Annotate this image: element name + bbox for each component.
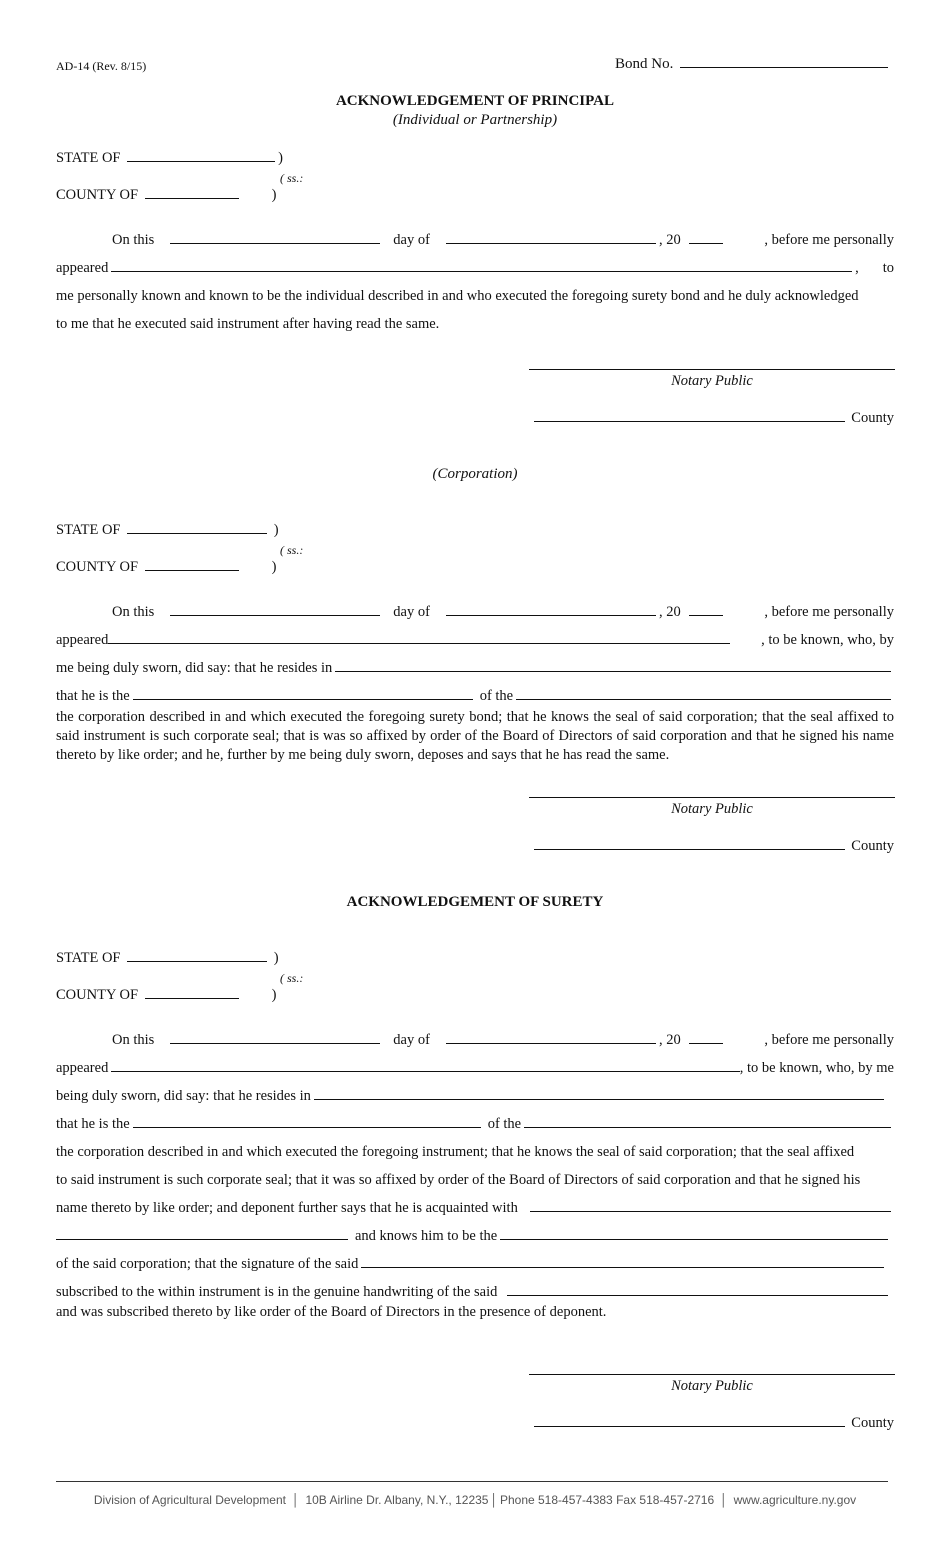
surety-date-row: On this day of , 20 , before me personally	[112, 1032, 894, 1048]
surety-title-row: that he is the of the	[56, 1116, 894, 1133]
corporation-day-field[interactable]	[170, 614, 380, 616]
surety-signature-row: of the said corporation; that the signature of the said	[56, 1256, 894, 1273]
corporation-county-field[interactable]: COUNTY OF )	[56, 559, 277, 575]
principal-month-field[interactable]	[446, 242, 656, 244]
footer-website[interactable]: www.agriculture.ny.gov	[733, 1493, 857, 1507]
surety-title: ACKNOWLEDGEMENT OF SURETY	[346, 894, 604, 910]
surety-corporation-name-field[interactable]	[524, 1126, 891, 1128]
principal-appeared-field[interactable]	[111, 270, 852, 272]
principal-body-line2: to me that he executed said instrument after having read the same.	[56, 316, 440, 332]
principal-ss: ( ss.:	[280, 171, 304, 185]
principal-year-field[interactable]	[689, 242, 723, 244]
footer-phone: Phone 518-457-4383 Fax 518-457-2716	[499, 1493, 715, 1507]
surety-handwriting-field[interactable]	[507, 1294, 888, 1296]
surety-person-field[interactable]	[56, 1238, 348, 1240]
corporation-month-field[interactable]	[446, 614, 656, 616]
surety-county-field[interactable]: COUNTY OF )	[56, 987, 277, 1003]
principal-subtitle: (Individual or Partnership)	[392, 112, 558, 128]
surety-officer-title-field[interactable]	[133, 1126, 481, 1128]
principal-title: ACKNOWLEDGEMENT OF PRINCIPAL	[335, 93, 615, 109]
corporation-county-line[interactable]: County	[534, 838, 894, 855]
footer-rule	[56, 1481, 888, 1482]
surety-signatory-field[interactable]	[361, 1266, 884, 1268]
surety-notary-signature-line[interactable]	[529, 1374, 895, 1376]
surety-state-field[interactable]: STATE OF )	[56, 950, 279, 966]
surety-month-field[interactable]	[446, 1042, 656, 1044]
corporation-ss: ( ss.:	[280, 543, 304, 557]
principal-appeared-row: appeared , to	[56, 260, 894, 276]
surety-year-field[interactable]	[689, 1042, 723, 1044]
principal-county-line[interactable]: County	[534, 410, 894, 427]
corporation-state-field[interactable]: STATE OF )	[56, 522, 279, 538]
surety-body-line2: to said instrument is such corporate seal; that it was so affixed by order of the Board of Directors of said corporation and that he signed his	[56, 1172, 861, 1188]
surety-acquainted-row: name thereto by like order; and deponent further says that he is acquainted with	[56, 1200, 894, 1217]
footer-division: Division of Agricultural Development	[93, 1493, 286, 1507]
corporation-notary-signature-line[interactable]	[529, 797, 895, 799]
surety-appeared-field[interactable]	[111, 1070, 739, 1072]
principal-notary-label: Notary Public	[671, 373, 753, 389]
corporation-name-field[interactable]	[516, 698, 891, 700]
principal-day-field[interactable]	[170, 242, 380, 244]
corporation-residence-field[interactable]	[335, 670, 891, 672]
surety-county-line[interactable]: County	[534, 1415, 894, 1432]
principal-county-field[interactable]: COUNTY OF )	[56, 187, 277, 203]
principal-notary-signature-line[interactable]	[529, 369, 895, 371]
surety-knows-row: and knows him to be the	[56, 1228, 894, 1245]
principal-date-row: On this day of , 20 , before me personally	[112, 232, 894, 248]
principal-body-line1: me personally known and known to be the individual described in and who executed the foregoing surety bond and he duly acknowledged	[56, 288, 859, 304]
bond-number-label: Bond No.	[615, 56, 674, 72]
surety-final-line: and was subscribed thereto by like order of the Board of Directors in the presence of deponent.	[56, 1304, 607, 1320]
surety-acquainted-field[interactable]	[530, 1210, 891, 1212]
bond-number-field[interactable]	[615, 56, 891, 73]
surety-notary-label: Notary Public	[671, 1378, 753, 1394]
surety-appeared-row: appeared , to be known, who, by me	[56, 1060, 894, 1076]
surety-subscribed-row: subscribed to the within instrument is in the genuine handwriting of the said	[56, 1284, 894, 1301]
principal-state-field[interactable]: STATE OF )	[56, 150, 283, 166]
corporation-body: the corporation described in and which executed the foregoing surety bond; that he knows the seal of said corporation; that the seal affixed to said instrument is such corporate seal; that is was so affixed by order of the Board of Directors of said corporation and that he signed his name thereto by like order; and he, further by me being duly sworn, deposes and says that he has read the same.	[56, 709, 894, 763]
footer-address: 10B Airline Dr. Albany, N.Y., 12235	[305, 1493, 489, 1507]
corporation-year-field[interactable]	[689, 614, 723, 616]
corporation-notary-label: Notary Public	[671, 801, 753, 817]
corporation-subtitle: (Corporation)	[432, 466, 518, 482]
form-number: AD-14 (Rev. 8/15)	[56, 59, 147, 73]
surety-day-field[interactable]	[170, 1042, 380, 1044]
corporation-resides-row: me being duly sworn, did say: that he resides in	[56, 660, 894, 677]
surety-body-line1: the corporation described in and which executed the foregoing instrument; that he knows the seal of said corporation; that the seal affixed	[56, 1144, 855, 1160]
corporation-officer-title-field[interactable]	[133, 698, 473, 700]
footer: Division of Agricultural Development │ 10B Airline Dr. Albany, N.Y., 12235 │ Phone 518-457-4383 Fax 518-457-2716 │ www.agriculture.ny.gov	[93, 1493, 857, 1507]
corporation-date-row: On this day of , 20 , before me personally	[112, 604, 894, 620]
surety-position-field[interactable]	[500, 1238, 888, 1240]
corporation-appeared-row: appeared , to be known, who, by	[56, 632, 894, 648]
surety-residence-field[interactable]	[314, 1098, 884, 1100]
surety-resides-row: being duly sworn, did say: that he resides in	[56, 1088, 894, 1105]
surety-ss: ( ss.:	[280, 971, 304, 985]
corporation-appeared-field[interactable]	[108, 642, 730, 644]
corporation-title-row: that he is the of the	[56, 688, 894, 705]
